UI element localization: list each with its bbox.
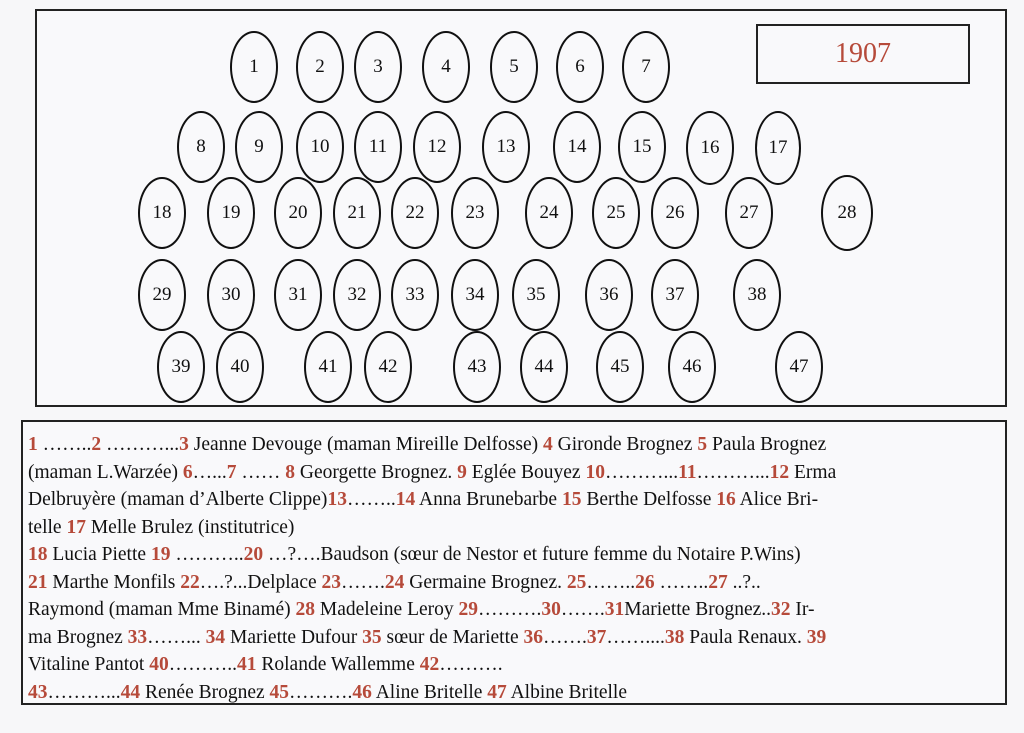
- seat-47: [775, 331, 823, 403]
- legend-number: 13: [327, 489, 347, 510]
- seat-39: [157, 331, 205, 403]
- seat-42: [364, 331, 412, 403]
- seat-27: [725, 177, 773, 249]
- seat-number: 47: [789, 356, 809, 377]
- seat-33: [391, 259, 439, 331]
- legend-number: 3: [179, 434, 189, 455]
- legend-number: 41: [236, 654, 257, 675]
- legend-text: Rolande Wallemme: [256, 654, 420, 675]
- legend-text: …...: [192, 461, 227, 483]
- legend-text: …….: [341, 571, 385, 593]
- year-label: 1907: [835, 38, 891, 69]
- legend-text: ………...: [604, 461, 679, 483]
- seat-number: 18: [152, 202, 172, 223]
- legend-text: Mariette Dufour: [225, 626, 363, 648]
- legend-number: 38: [664, 626, 685, 648]
- legend-text: ………..: [168, 654, 237, 675]
- seat-number: 2: [315, 56, 325, 77]
- legend-text: ……..: [654, 571, 709, 593]
- seat-number: 19: [221, 202, 241, 223]
- seat-18: [138, 177, 186, 249]
- legend-text: sœur de Mariette: [381, 626, 524, 648]
- seat-number: 37: [665, 284, 685, 305]
- seat-4: [422, 31, 470, 103]
- legend-number: 33: [127, 626, 148, 648]
- seat-number: 3: [373, 56, 383, 77]
- legend-line: [28, 486, 997, 514]
- legend-number: 44: [120, 681, 141, 703]
- seat-23: [451, 177, 499, 249]
- legend-text: Mariette Brognez..: [624, 599, 772, 620]
- legend-text: Germaine Brognez.: [404, 571, 567, 593]
- legend-text: Ir-: [790, 599, 815, 620]
- seat-number: 41: [318, 356, 338, 377]
- seat-number: 20: [288, 202, 308, 223]
- seat-number: 8: [196, 136, 206, 157]
- seat-number: 39: [171, 356, 191, 377]
- legend-number: 34: [205, 626, 226, 648]
- legend-number: 32: [771, 599, 791, 620]
- seat-21: [333, 177, 381, 249]
- seat-number: 7: [641, 56, 651, 77]
- legend-text: Eglée Bouyez: [466, 461, 586, 483]
- seat-number: 4: [441, 56, 451, 77]
- year-box: [756, 24, 970, 84]
- legend-text: ……...: [147, 626, 206, 648]
- legend-number: 6: [182, 461, 193, 483]
- seat-number: 15: [632, 136, 652, 157]
- legend-number: 14: [395, 489, 416, 510]
- legend-number: 37: [586, 626, 607, 648]
- seat-37: [651, 259, 699, 331]
- seat-34: [451, 259, 499, 331]
- legend-number: 17: [66, 516, 86, 538]
- legend-text: Berthe Delfosse: [581, 489, 717, 510]
- seat-number: 24: [539, 202, 559, 223]
- legend-text: (maman L.Warzée): [28, 461, 183, 483]
- seat-5: [490, 31, 538, 103]
- seat-number: 16: [700, 137, 720, 158]
- seat-number: 22: [405, 202, 425, 223]
- legend-number: 10: [585, 461, 605, 483]
- seat-2: [296, 31, 344, 103]
- seat-12: [413, 111, 461, 183]
- seat-20: [274, 177, 322, 249]
- seat-number: 1: [249, 56, 259, 77]
- legend-number: 12: [769, 461, 790, 483]
- legend-text: …….: [560, 599, 605, 620]
- seat-26: [651, 177, 699, 249]
- legend-number: 29: [458, 599, 479, 620]
- legend-number: 35: [362, 626, 382, 648]
- legend-text: Jeanne Devouge (maman Mireille Delfosse): [188, 434, 543, 455]
- seat-number: 35: [526, 284, 546, 305]
- seat-number: 5: [509, 56, 519, 77]
- seat-number: 29: [152, 284, 172, 305]
- legend-number: 30: [541, 599, 561, 620]
- legend-number: 26: [635, 571, 655, 593]
- legend-number: 45: [269, 681, 290, 703]
- legend-number: 2: [91, 434, 102, 455]
- seat-number: 25: [606, 202, 626, 223]
- seat-32: [333, 259, 381, 331]
- seat-19: [207, 177, 255, 249]
- seat-number: 38: [747, 284, 767, 305]
- seat-number: 31: [288, 284, 308, 305]
- seat-14: [553, 111, 601, 183]
- legend-number: 40: [149, 654, 169, 675]
- seat-41: [304, 331, 352, 403]
- legend-text: Erma: [789, 461, 837, 483]
- legend-text: ……….: [478, 599, 542, 620]
- seat-35: [512, 259, 560, 331]
- legend-text: Gironde Brognez: [552, 434, 698, 455]
- seat-44: [520, 331, 568, 403]
- legend-number: 31: [604, 599, 625, 620]
- seat-number: 9: [254, 136, 264, 157]
- seat-8: [177, 111, 225, 183]
- seat-10: [296, 111, 344, 183]
- seat-number: 43: [467, 356, 487, 377]
- seat-number: 21: [347, 202, 367, 223]
- legend-text: Georgette Brognez.: [295, 461, 458, 483]
- legend-number: 36: [523, 626, 544, 648]
- legend-number: 28: [295, 599, 316, 620]
- legend-text: Melle Brulez (institutrice): [85, 516, 295, 538]
- legend-line: [28, 541, 997, 569]
- legend-text: Anna Brunebarbe: [415, 489, 562, 510]
- seat-number: 42: [378, 356, 398, 377]
- legend-text: Aline Britelle: [371, 681, 488, 703]
- seat-number: 14: [567, 136, 587, 157]
- seat-24: [525, 177, 573, 249]
- seat-number: 11: [368, 136, 388, 157]
- legend-number: 4: [543, 434, 553, 455]
- seat-3: [354, 31, 402, 103]
- legend-text: Madeleine Leroy: [315, 599, 459, 620]
- legend-text: Renée Brognez: [140, 681, 270, 703]
- legend-number: 25: [566, 571, 587, 593]
- legend-text: Paula Brognez: [707, 434, 827, 455]
- legend-text: ………...: [101, 434, 180, 455]
- seat-1: [230, 31, 278, 103]
- legend-number: 18: [28, 544, 48, 565]
- legend-line: [28, 596, 997, 624]
- legend-text: ……….: [439, 654, 503, 675]
- seat-number: 44: [534, 356, 554, 377]
- seat-number: 23: [465, 202, 485, 223]
- seat-number: 27: [739, 202, 759, 223]
- seat-number: 26: [665, 202, 685, 223]
- legend-text: ………...: [696, 461, 770, 483]
- legend-text: ……..: [586, 571, 636, 593]
- legend-line: [28, 651, 997, 679]
- legend-number: 15: [561, 489, 582, 510]
- legend-number: 19: [150, 544, 171, 565]
- legend-text: ……: [236, 461, 286, 483]
- legend-line: [28, 459, 997, 487]
- legend-number: 23: [321, 571, 342, 593]
- seat-43: [453, 331, 501, 403]
- legend-text: ………...: [47, 681, 121, 703]
- legend-number: 9: [457, 461, 467, 483]
- legend-text: ..?..: [727, 571, 761, 593]
- legend-number: 8: [285, 461, 296, 483]
- legend-text: Albine Britelle: [506, 681, 628, 703]
- legend-number: 47: [487, 681, 507, 703]
- legend-text: …….: [543, 626, 587, 648]
- legend-text: ……....: [606, 626, 665, 648]
- seat-36: [585, 259, 633, 331]
- legend-number: 1: [28, 434, 38, 455]
- legend-line: [28, 624, 997, 652]
- legend-line: [28, 431, 997, 459]
- seat-11: [354, 111, 402, 183]
- legend-text: Paula Renaux.: [684, 626, 807, 648]
- legend-number: 21: [28, 571, 48, 593]
- seat-40: [216, 331, 264, 403]
- legend-text: ……..: [37, 434, 92, 455]
- seat-number: 28: [837, 202, 857, 223]
- seat-17: [755, 111, 801, 185]
- legend-text: Lucia Piette: [47, 544, 151, 565]
- legend-number: 7: [226, 461, 237, 483]
- legend-line: [28, 569, 997, 597]
- legend-number: 11: [678, 461, 697, 483]
- seat-29: [138, 259, 186, 331]
- seat-6: [556, 31, 604, 103]
- legend-number: 5: [697, 434, 708, 455]
- seat-number: 12: [427, 136, 447, 157]
- legend-text: ma Brognez: [28, 626, 128, 648]
- legend-text: ……..: [346, 489, 396, 510]
- seat-number: 33: [405, 284, 425, 305]
- legend: [21, 420, 1007, 705]
- legend-number: 46: [352, 681, 372, 703]
- seat-number: 6: [575, 56, 585, 77]
- seat-7: [622, 31, 670, 103]
- legend-text: Raymond (maman Mme Binamé): [28, 599, 296, 620]
- legend-text: Vitaline Pantot: [28, 654, 150, 675]
- seat-number: 13: [496, 136, 516, 157]
- seat-13: [482, 111, 530, 183]
- legend-text: ….?...Delplace: [199, 571, 322, 593]
- legend-text: ……….: [289, 681, 353, 703]
- seat-16: [686, 111, 734, 185]
- seat-22: [391, 177, 439, 249]
- legend-text: Alice Bri-: [735, 489, 819, 510]
- seat-number: 46: [682, 356, 702, 377]
- legend-number: 20: [243, 544, 264, 565]
- seat-30: [207, 259, 255, 331]
- seat-28: [821, 175, 873, 251]
- legend-number: 42: [419, 654, 440, 675]
- seat-number: 17: [768, 137, 788, 158]
- legend-line: [28, 514, 997, 542]
- legend-text: …?….Baudson (sœur de Nestor et future femme du Notaire P.Wins): [263, 544, 801, 565]
- seat-number: 10: [310, 136, 330, 157]
- seat-number: 32: [347, 284, 367, 305]
- legend-text: telle: [28, 516, 67, 538]
- seat-38: [733, 259, 781, 331]
- seat-15: [618, 111, 666, 183]
- seat-46: [668, 331, 716, 403]
- seat-25: [592, 177, 640, 249]
- legend-number: 24: [384, 571, 405, 593]
- seat-number: 40: [230, 356, 250, 377]
- seat-number: 36: [599, 284, 619, 305]
- legend-text: Marthe Monfils: [47, 571, 181, 593]
- legend-line: [28, 679, 997, 707]
- legend-number: 39: [806, 626, 827, 648]
- legend-text: Delbruyère (maman d’Alberte Clippe): [28, 489, 328, 510]
- seating-chart: [35, 9, 1007, 407]
- seat-number: 30: [221, 284, 241, 305]
- legend-number: 22: [180, 571, 200, 593]
- seat-number: 34: [465, 284, 485, 305]
- seat-number: 45: [610, 356, 630, 377]
- seat-45: [596, 331, 644, 403]
- legend-text: ………..: [170, 544, 244, 565]
- seat-31: [274, 259, 322, 331]
- legend-number: 16: [716, 489, 736, 510]
- legend-number: 27: [708, 571, 728, 593]
- seat-9: [235, 111, 283, 183]
- legend-number: 43: [28, 681, 48, 703]
